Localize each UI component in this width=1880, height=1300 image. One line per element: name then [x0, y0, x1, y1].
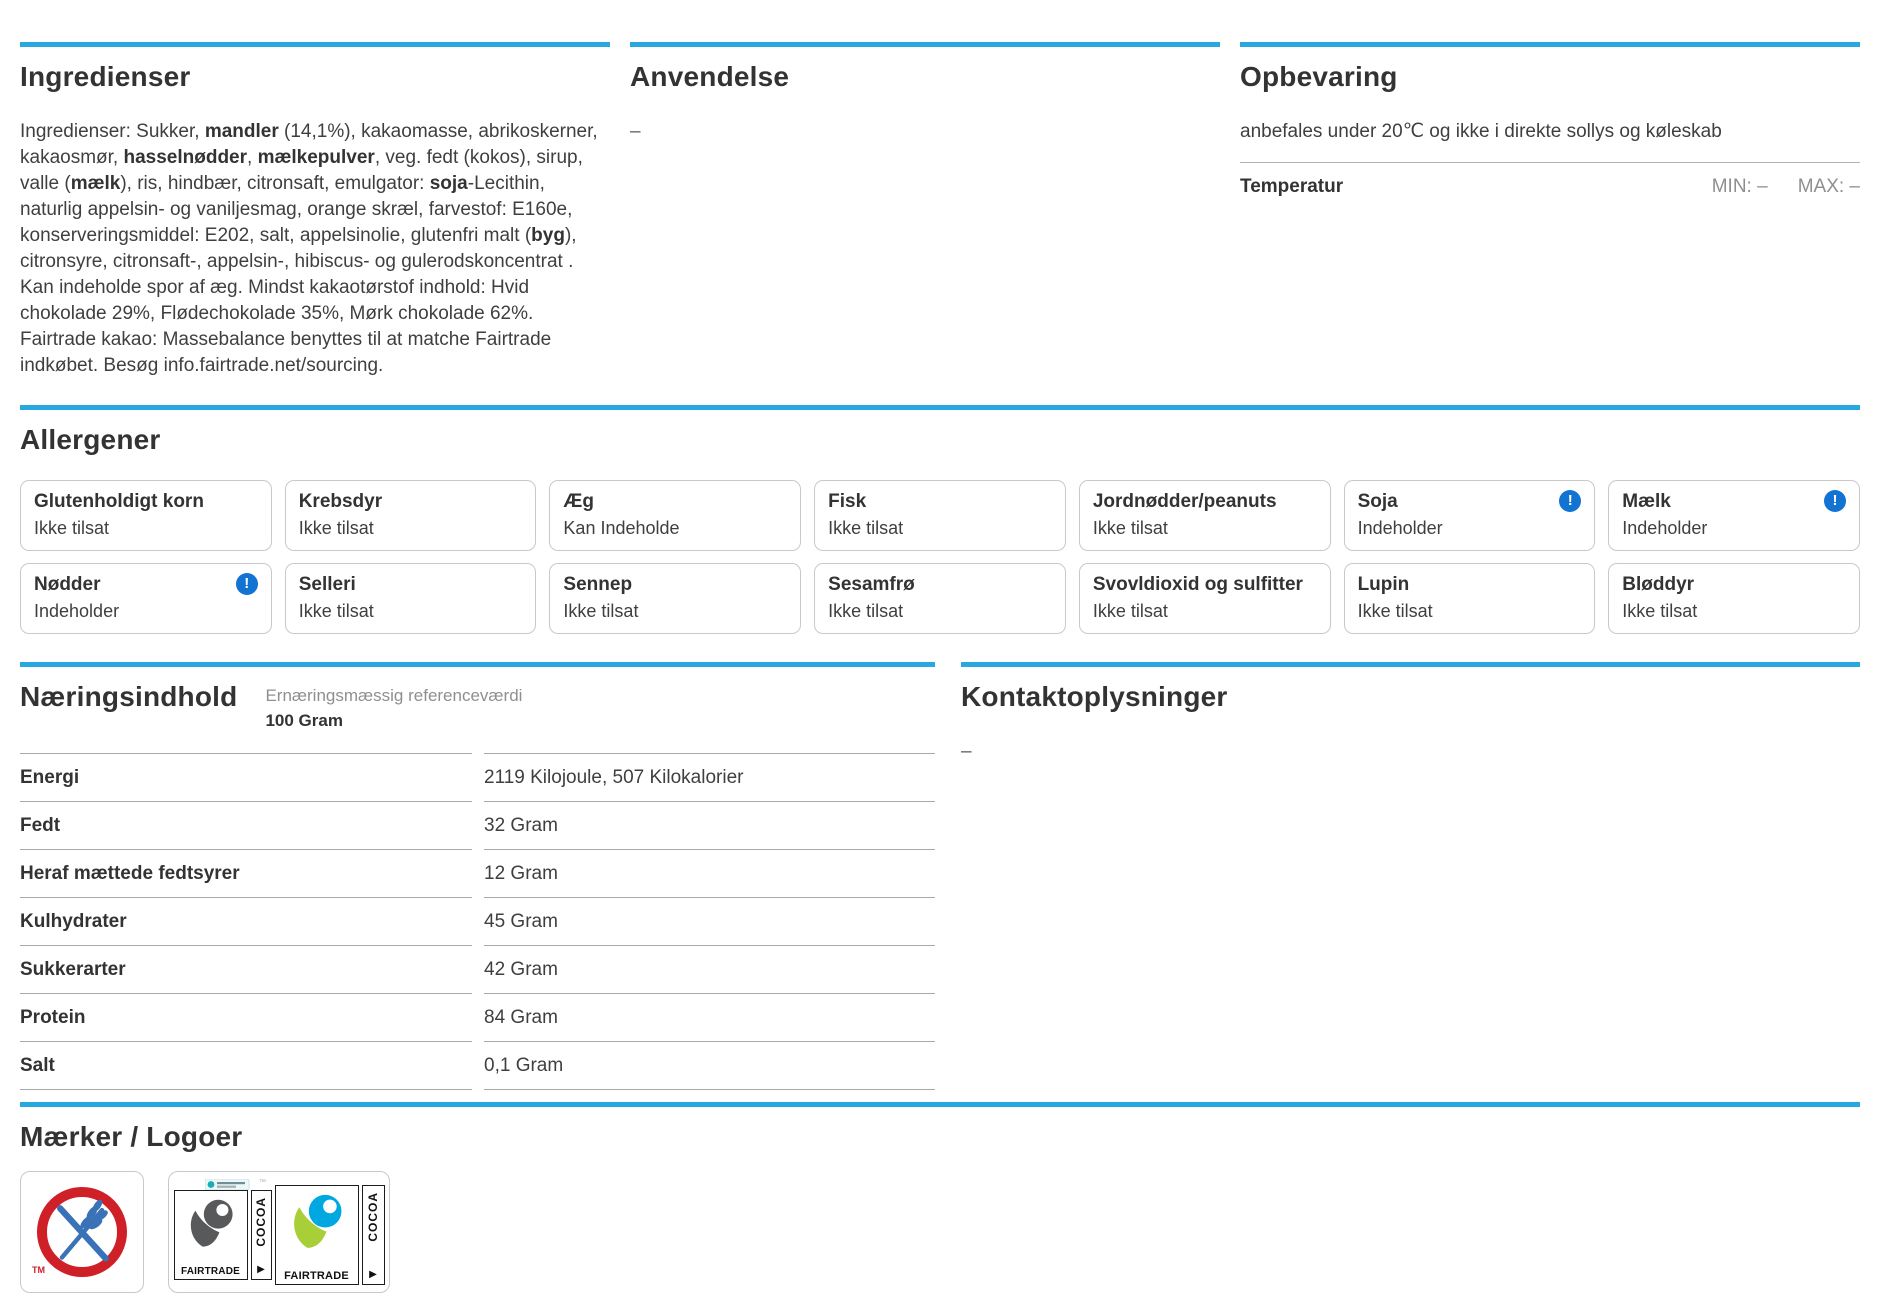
- allergen-card: [285, 563, 537, 634]
- section-contact: [961, 662, 1860, 1090]
- nutrition-table: [20, 754, 935, 1090]
- nutrition-row: [20, 1042, 935, 1090]
- nutrition-label: Sukkerarter: [20, 946, 472, 994]
- nutrition-row: [20, 850, 935, 898]
- temperature-min-label: MIN:: [1711, 176, 1752, 197]
- allergen-status: Ikke tilsat: [828, 601, 904, 621]
- allergen-name: Jordnødder/peanuts: [1092, 491, 1277, 512]
- temperature-max-value: –: [1849, 176, 1860, 197]
- allergen-status: Ikke tilsat: [1622, 601, 1698, 621]
- nutrition-row: [20, 946, 935, 994]
- allergens-title: Allergener: [20, 424, 161, 455]
- cocoa-arrow-icon: ▶: [369, 1269, 377, 1280]
- nutrition-reference-amount: 100 Gram: [265, 711, 343, 730]
- storage-title: Opbevaring: [1240, 61, 1398, 92]
- allergen-name: Nødder: [34, 574, 101, 595]
- fairtrade-wordmark-icon: ™: [205, 1179, 266, 1190]
- allergen-card: [814, 480, 1066, 551]
- allergen-card: [549, 480, 801, 551]
- allergen-card: [20, 480, 272, 551]
- storage-divider: [1240, 162, 1860, 163]
- top-sections: [20, 42, 1860, 379]
- allergen-name: Krebsdyr: [298, 491, 383, 512]
- cocoa-label: COCOA: [254, 1197, 268, 1247]
- cocoa-label: COCOA: [366, 1192, 380, 1242]
- fairtrade-bw-group: [174, 1190, 272, 1280]
- allergen-name: Glutenholdigt korn: [34, 491, 204, 512]
- allergen-card: [1344, 480, 1596, 551]
- nutrition-row: [20, 802, 935, 850]
- allergen-card: [1608, 480, 1860, 551]
- nutrition-label: Protein: [20, 994, 472, 1042]
- allergen-name: Sennep: [563, 574, 633, 595]
- allergen-name: Svovldioxid og sulfitter: [1092, 574, 1303, 595]
- temperature-max-label: MAX:: [1797, 176, 1845, 197]
- allergen-status: Indeholder: [34, 601, 120, 621]
- nutrition-value: 2119 Kilojoule, 507 Kilokalorier: [484, 754, 935, 802]
- allergen-name: Æg: [563, 491, 595, 512]
- temperature-label: Temperatur: [1240, 176, 1344, 197]
- storage-text: anbefales under 20℃ og ikke i direkte sollys og køleskab: [1240, 121, 1722, 142]
- allergen-name: Selleri: [298, 574, 356, 595]
- cocoa-strip-bw: [251, 1190, 272, 1280]
- nutrition-value: 45 Gram: [484, 898, 935, 946]
- allergen-card: [1608, 563, 1860, 634]
- section-storage: [1240, 42, 1860, 379]
- allergen-status: Ikke tilsat: [828, 518, 904, 538]
- allergen-card: [1079, 563, 1331, 634]
- allergen-status: Ikke tilsat: [1357, 601, 1433, 621]
- cocoa-strip-color: [362, 1185, 385, 1285]
- allergen-status: Ikke tilsat: [1092, 601, 1168, 621]
- allergen-grid: [20, 480, 1860, 634]
- trademark-label: TM: [32, 1265, 45, 1275]
- allergen-status: Indeholder: [1622, 518, 1708, 538]
- section-logos: [20, 1102, 1860, 1293]
- temperature-max: [1798, 176, 1860, 198]
- usage-title: Anvendelse: [630, 61, 790, 92]
- allergen-status: Indeholder: [1357, 518, 1443, 538]
- fairtrade-logo-card: [168, 1171, 390, 1293]
- product-data-sheet: [0, 42, 1880, 1300]
- allergen-status: Ikke tilsat: [563, 601, 639, 621]
- alert-icon: !: [236, 573, 258, 595]
- ingredients-text: Ingredienser: Sukker, mandler (14,1%), kakaomasse, abrikoskerner, kakaosmør, hasselnødder, mælkepulver, veg. fedt (kokos), sirup, valle (mælk), ris, hindbær, citronsaft, emulgator: soja-Lecithin, naturlig appelsin- og vaniljesmag, orange skræl, farvestof: E160e, konserveringsmiddel: E202, salt, appelsinolie, glutenfri malt (byg), citronsyre, citronsaft-, appelsin-, hibiscus- og gulerodskoncentrat . Kan indeholde spor af æg. Mindst kakaotørstof indhold: Hvid chokolade 29%, Flødechokolade 35%, Mørk chokolade 62%. Fairtrade kakao: Massebalance benyttes til at matche Fairtrade indkøbet. Besøg info.fairtrade.net/sourcing.: [20, 121, 598, 376]
- fairtrade-mark-bw-icon: [174, 1190, 248, 1280]
- nutrition-row: [20, 898, 935, 946]
- alert-icon: !: [1559, 490, 1581, 512]
- section-usage: [630, 42, 1220, 379]
- allergen-card: [814, 563, 1066, 634]
- contact-value: –: [961, 741, 972, 762]
- allergen-card: [285, 480, 537, 551]
- temperature-min: [1712, 176, 1768, 198]
- allergen-status: Ikke tilsat: [1092, 518, 1168, 538]
- nutrition-label: Energi: [20, 754, 472, 802]
- allergen-card: [549, 563, 801, 634]
- usage-value: –: [630, 121, 641, 142]
- allergen-name: Bløddyr: [1622, 574, 1695, 595]
- bottom-sections: [20, 662, 1860, 1090]
- logo-row: [20, 1171, 1860, 1293]
- fairtrade-label: FAIRTRADE: [180, 1266, 241, 1277]
- fairtrade-mark-color-icon: [275, 1185, 359, 1285]
- allergen-status: Ikke tilsat: [298, 601, 374, 621]
- nutrition-value: 42 Gram: [484, 946, 935, 994]
- allergen-card: [20, 563, 272, 634]
- section-ingredients: [20, 42, 610, 379]
- crossed-grain-icon: [32, 1182, 132, 1282]
- section-nutrition: [20, 662, 935, 1090]
- allergen-card: [1344, 563, 1596, 634]
- allergen-status: Kan Indeholde: [563, 518, 680, 538]
- nutrition-value: 12 Gram: [484, 850, 935, 898]
- nutrition-label: Heraf mættede fedtsyrer: [20, 850, 472, 898]
- allergen-name: Soja: [1357, 491, 1398, 512]
- section-allergens: [20, 405, 1860, 634]
- nutrition-value: 32 Gram: [484, 802, 935, 850]
- contact-title: Kontaktoplysninger: [961, 681, 1228, 712]
- allergen-name: Sesamfrø: [828, 574, 915, 595]
- gluten-free-logo-card: [20, 1171, 144, 1293]
- nutrition-reference: [265, 686, 522, 731]
- nutrition-row: [20, 754, 935, 802]
- allergen-status: Ikke tilsat: [298, 518, 374, 538]
- nutrition-label: Kulhydrater: [20, 898, 472, 946]
- nutrition-label: Salt: [20, 1042, 472, 1090]
- temperature-min-value: –: [1757, 176, 1768, 197]
- nutrition-value: 0,1 Gram: [484, 1042, 935, 1090]
- allergen-name: Fisk: [828, 491, 867, 512]
- allergen-name: Lupin: [1357, 574, 1410, 595]
- fairtrade-color-group: [275, 1185, 385, 1285]
- allergen-card: [1079, 480, 1331, 551]
- temperature-minmax: [1712, 176, 1860, 198]
- cocoa-arrow-icon: ▶: [257, 1264, 265, 1275]
- nutrition-label: Fedt: [20, 802, 472, 850]
- temperature-row: [1240, 176, 1860, 198]
- nutrition-value: 84 Gram: [484, 994, 935, 1042]
- allergen-name: Mælk: [1622, 491, 1671, 512]
- alert-icon: !: [1824, 490, 1846, 512]
- fairtrade-label: FAIRTRADE: [284, 1270, 349, 1282]
- nutrition-header: [20, 667, 935, 731]
- nutrition-title: Næringsindhold: [20, 681, 238, 712]
- nutrition-reference-label: Ernæringsmæssig referenceværdi: [265, 686, 523, 705]
- logos-title: Mærker / Logoer: [20, 1121, 243, 1152]
- allergen-status: Ikke tilsat: [34, 518, 110, 538]
- nutrition-row: [20, 994, 935, 1042]
- ingredients-title: Ingredienser: [20, 61, 191, 92]
